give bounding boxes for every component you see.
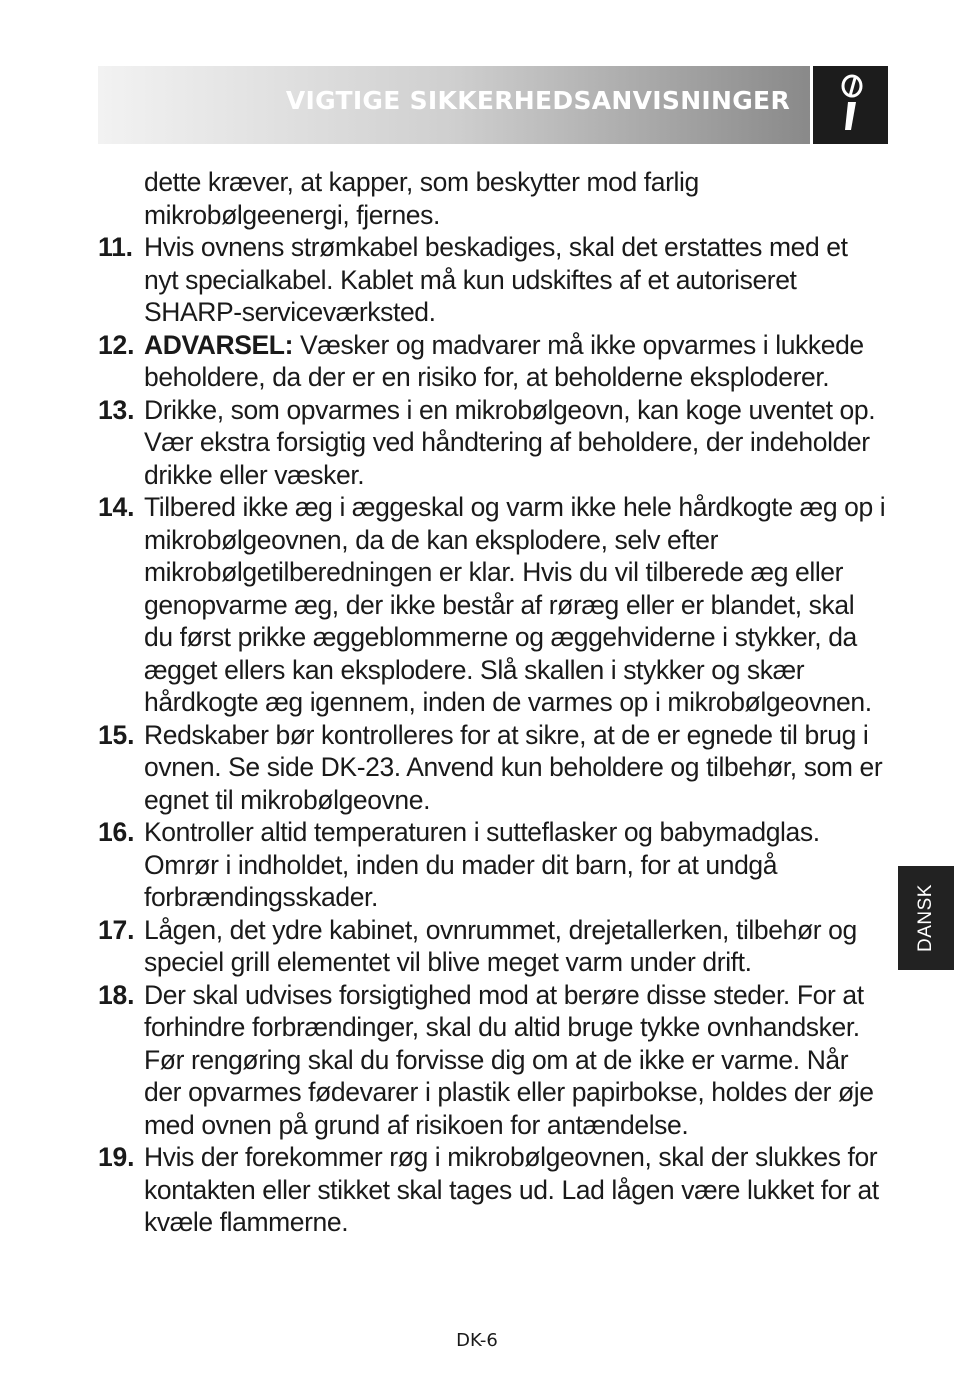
list-item	[98, 329, 888, 394]
info-i-icon	[835, 74, 867, 136]
section-title: VIGTIGE SIKKERHEDSANVISNINGER	[285, 86, 790, 115]
item-text: Væsker og madvarer må ikke opvarmes i lukkede beholdere, da der er en risiko for, at beholderne eksploderer.	[144, 329, 864, 392]
item-number: 17.	[98, 914, 135, 945]
list-item	[98, 979, 888, 1142]
item-number: 19.	[98, 1142, 135, 1172]
item-number: 14.	[98, 492, 135, 522]
list-item	[98, 394, 888, 492]
item-number: 15.	[98, 719, 135, 750]
list-item	[98, 231, 888, 329]
item-text: Hvis ovnens strømkabel beskadiges, skal det erstattes med et nyt specialkabel. Kablet må kun udskiftes af et autoriseret SHARP-serviceværksted.	[144, 232, 848, 327]
item-text: Kontroller altid temperaturen i sutteflasker og babymadglas. Omrør i indholdet, inden du mader dit barn, for at undgå forbrændingsskader.	[144, 817, 820, 912]
item-text: Lågen, det ydre kabinet, ovnrummet, drejetallerken, tilbehør og speciel grill elementet vil blive meget varm under drift.	[144, 914, 857, 977]
list-item	[98, 816, 888, 914]
header-icon-box	[810, 66, 888, 144]
list-item	[98, 491, 888, 719]
safety-instructions	[98, 166, 888, 1239]
item-number: 13.	[98, 394, 135, 425]
item-text: Der skal udvises forsigtighed mod at berøre disse steder. For at forhindre forbrændinger, skal du altid bruge tykke ovnhandsker. Før rengøring skal du forvisse dig om at de ikke er varme. Når der opvarmes fødevarer i plastik eller papirbokse, holdes der øje med ovnen på grund af risikoen for antændelse.	[144, 979, 874, 1140]
section-header	[98, 66, 888, 144]
page-number: DK-6	[456, 1330, 498, 1351]
list-item	[98, 1141, 888, 1239]
item-body	[144, 329, 888, 394]
language-tab-label: DANSK	[915, 884, 936, 952]
item-text: Hvis der forekommer røg i mikrobølgeovnen, skal der slukkes for kontakten eller stikket skal tages ud. Lad lågen være lukket for at kvæle flammerne.	[144, 1142, 879, 1237]
list-item	[98, 719, 888, 817]
warning-label: ADVARSEL:	[144, 329, 294, 360]
item-number: 18.	[98, 979, 135, 1010]
item-number: 11.	[98, 232, 133, 262]
item-number: 12.	[98, 329, 135, 360]
list-item	[98, 914, 888, 979]
language-tab	[898, 866, 954, 970]
item-text: Drikke, som opvarmes i en mikrobølgeovn, kan koge uventet op. Vær ekstra forsigtig ved håndtering af beholdere, der indeholder drikke eller væsker.	[144, 394, 876, 490]
item-number: 16.	[98, 817, 135, 847]
continued-paragraph: dette kræver, at kapper, som beskytter mod farlig mikrobølgeenergi, fjernes.	[144, 167, 699, 230]
item-text: Tilbered ikke æg i æggeskal og varm ikke hele hårdkogte æg op i mikrobølgeovnen, da de kan eksplodere, selv efter mikrobølgetilberedningen er klar. Hvis du vil tilberede æg eller genopvarme æg, der ikke består af røræg eller er blandet, skal du først prikke æggeblommerne og æggehviderne i stykker, da ægget ellers kan eksplodere. Slå skallen i stykker og skær hårdkogte æg igennem, inden de varmes op i mikrobølgeovnen.	[144, 492, 886, 717]
item-text: Redskaber bør kontrolleres for at sikre, at de er egnede til brug i ovnen. Se side DK-23. Anvend kun beholdere og tilbehør, som er egnet til mikrobølgeovne.	[144, 719, 883, 815]
